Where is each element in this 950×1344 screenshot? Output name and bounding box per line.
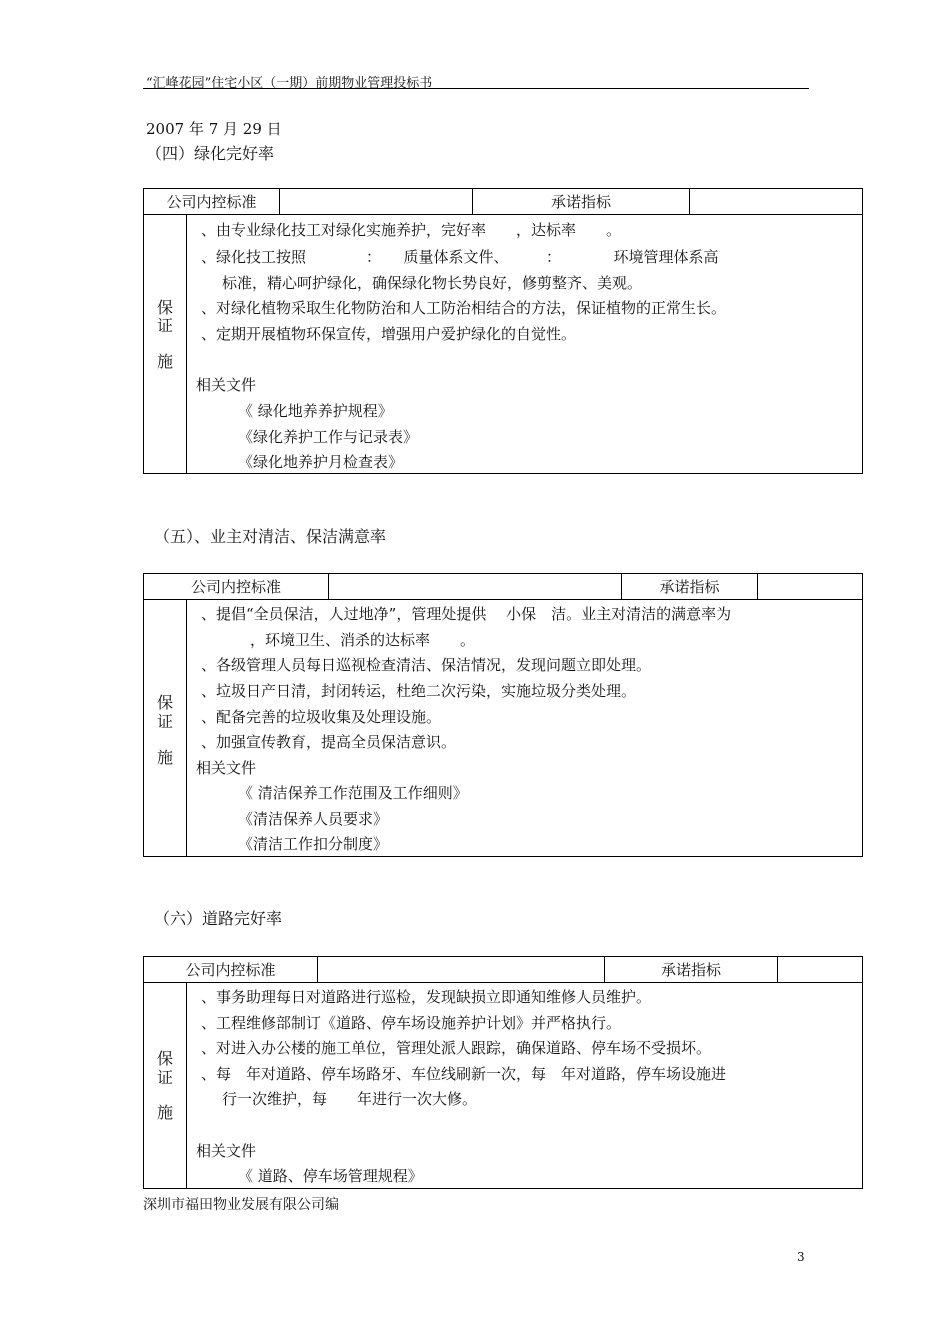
side-char: 施 [156, 748, 173, 767]
side-char: 保 [156, 1049, 173, 1068]
measure-line: 、工程维修部制订《道路、停车场设施养护计划》并严格执行。 [201, 1014, 622, 1032]
document-header-title: “汇峰花园”住宅小区（一期）前期物业管理投标书 [146, 76, 433, 91]
commitment-label: 承诺指标 [605, 957, 778, 982]
measures-side-label [144, 599, 187, 856]
commitment-value [778, 957, 862, 982]
measure-line: 、由专业绿化技工对绿化实施养护，完好率 ，达标率 。 [201, 221, 622, 239]
table-header-row [144, 189, 862, 215]
measure-line: ，环境卫生、消杀的达标率 。 [250, 631, 476, 649]
side-char: 保 [156, 298, 173, 317]
measure-line: 、配备完善的垃圾收集及处理设施。 [201, 708, 442, 726]
related-docs-label: 相关文件 [196, 759, 257, 777]
related-doc: 《绿化地养护月检查表》 [238, 453, 404, 471]
roads-table [143, 956, 863, 1189]
commitment-value [758, 574, 862, 599]
side-char: 证 [156, 1068, 173, 1087]
table-header-row [144, 957, 862, 983]
measure-line: 、提倡“全员保洁，人过地净”，管理处提供 小保 洁。业主对清洁的满意率为 [201, 605, 732, 623]
related-docs-label: 相关文件 [196, 376, 257, 394]
internal-standard-value [280, 189, 473, 214]
section-heading-greening: （四）绿化完好率 [146, 144, 275, 163]
page-number: 3 [797, 1250, 805, 1264]
internal-standard-label: 公司内控标准 [144, 957, 318, 982]
internal-standard-label: 公司内控标准 [144, 189, 280, 214]
related-doc: 《绿化养护工作与记录表》 [238, 428, 419, 446]
measure-line: 、绿化技工按照 ： 质量体系文件、 ： 环境管理体系高 [201, 248, 719, 266]
measure-line: 、对进入办公楼的施工单位，管理处派人跟踪，确保道路、停车场不受损坏。 [201, 1039, 712, 1057]
side-char: 施 [156, 1103, 173, 1122]
measures-side-label [144, 982, 187, 1188]
table-header-row [144, 574, 862, 600]
section-heading-roads: （六）道路完好率 [154, 909, 283, 928]
measure-line: 、垃圾日产日清，封闭转运，杜绝二次污染，实施垃圾分类处理。 [201, 682, 637, 700]
measure-line: 、各级管理人员每日巡视检查清洁、保洁情况，发现问题立即处理。 [201, 656, 652, 674]
side-char: 证 [156, 712, 173, 731]
commitment-value [690, 189, 862, 214]
measure-line: 、定期开展植物环保宣传，增强用户爱护绿化的自觉性。 [201, 325, 577, 343]
related-docs-label: 相关文件 [196, 1142, 257, 1160]
measure-line: 标准，精心呵护绿化，确保绿化物长势良好，修剪整齐、美观。 [222, 274, 643, 292]
measures-side-label [144, 214, 187, 473]
header-rule [143, 88, 809, 89]
related-doc: 《清洁保养人员要求》 [238, 810, 389, 828]
related-doc: 《 绿化地养养护规程》 [238, 402, 393, 420]
measure-line: 行一次维护，每 年进行一次大修。 [222, 1090, 478, 1108]
internal-standard-value [318, 957, 605, 982]
measure-line: 、事务助理每日对道路进行巡检，发现缺损立即通知维修人员维护。 [201, 988, 652, 1006]
section-heading-cleaning: （五）、业主对清洁、保洁满意率 [154, 527, 387, 546]
internal-standard-label: 公司内控标准 [144, 574, 329, 599]
commitment-label: 承诺指标 [473, 189, 690, 214]
side-char: 证 [156, 316, 173, 335]
commitment-label: 承诺指标 [622, 574, 758, 599]
related-doc: 《清洁工作扣分制度》 [238, 835, 389, 853]
side-char: 施 [156, 352, 173, 371]
related-doc: 《 清洁保养工作范围及工作细则》 [238, 784, 468, 802]
cleaning-table [143, 573, 863, 857]
measure-line: 、加强宣传教育，提高全员保洁意识。 [201, 733, 457, 751]
internal-standard-value [329, 574, 622, 599]
document-date: 2007 年 7 月 29 日 [146, 120, 282, 138]
side-char: 保 [156, 693, 173, 712]
related-doc: 《 道路、停车场管理规程》 [238, 1167, 423, 1185]
greening-table [143, 188, 863, 474]
measure-line: 、对绿化植物采取生化物防治和人工防治相结合的方法，保证植物的正常生长。 [201, 299, 727, 317]
footer-company: 深圳市福田物业发展有限公司编 [143, 1197, 339, 1213]
measure-line: 、每 年对道路、停车场路牙、车位线刷新一次，每 年对道路，停车场设施进 [201, 1065, 727, 1083]
